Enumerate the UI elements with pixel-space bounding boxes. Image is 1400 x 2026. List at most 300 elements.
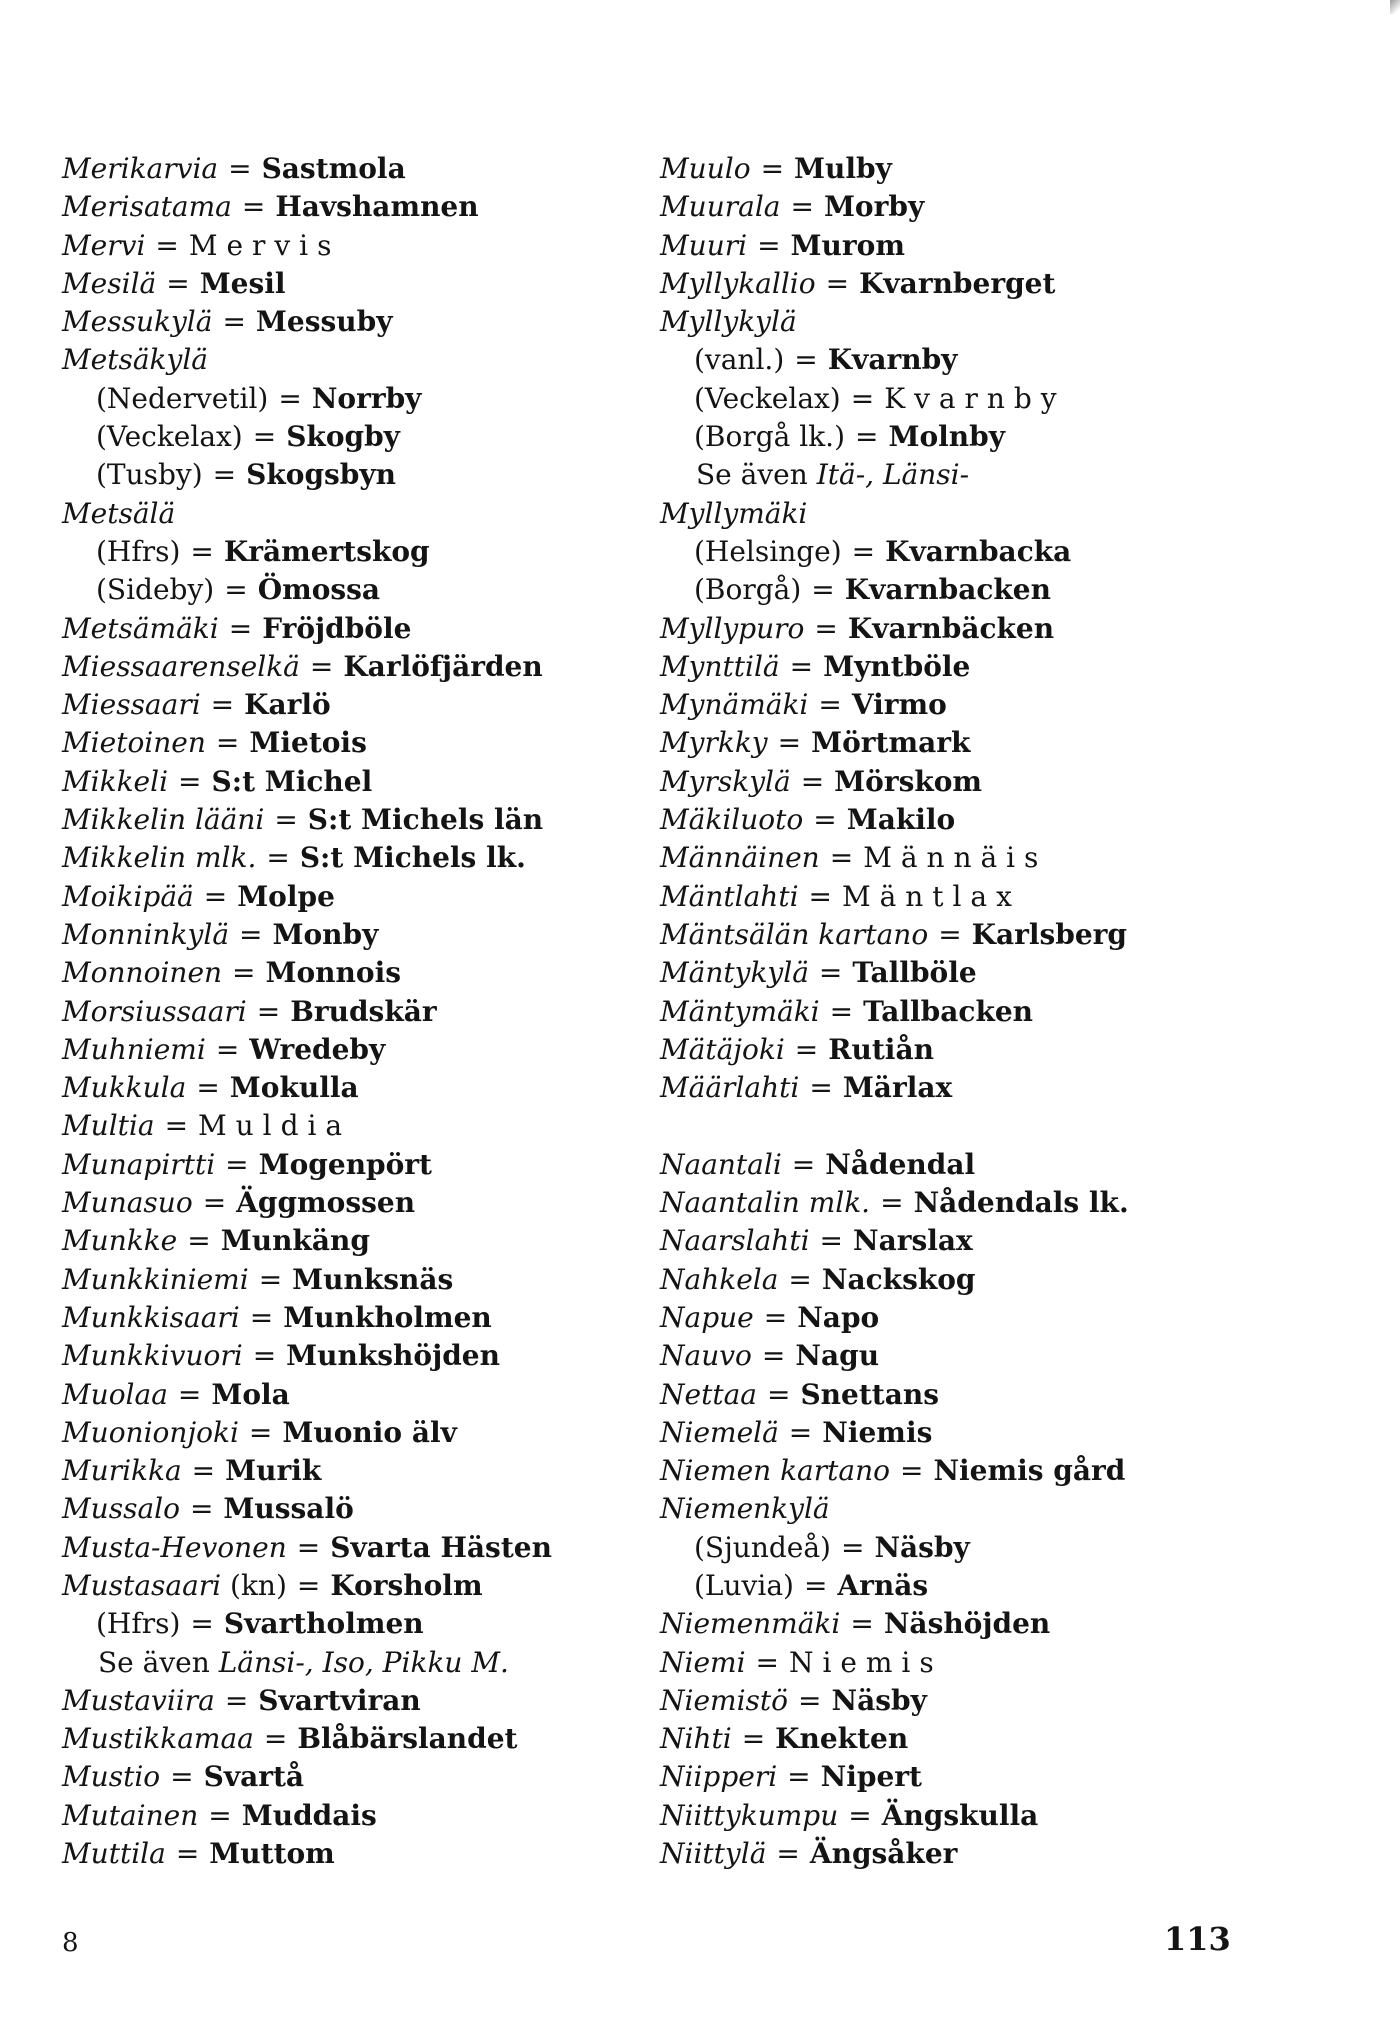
swedish-name: Fröjdböle — [262, 611, 412, 645]
sub-entry — [660, 1567, 1340, 1605]
finnish-name: Muulo — [660, 152, 751, 185]
equals-sign: = — [794, 1032, 819, 1066]
dictionary-entry — [62, 227, 622, 265]
equals-sign: = — [840, 1530, 865, 1564]
finnish-name: Niittykumpu — [660, 1798, 839, 1832]
swedish-name: Mörtmark — [811, 726, 971, 760]
swedish-name: Svartholmen — [223, 1607, 424, 1641]
signature-number: 8 — [62, 1928, 79, 1958]
equals-sign: = — [757, 228, 781, 262]
equals-sign: = — [798, 1683, 822, 1717]
equals-sign: = — [210, 688, 235, 722]
equals-sign: = — [790, 190, 814, 224]
dictionary-entry — [62, 341, 622, 379]
finnish-name: Mustaviira — [62, 1683, 215, 1717]
swedish-name: Karlöfjärden — [343, 649, 543, 683]
equals-sign: = — [855, 420, 879, 454]
swedish-name: Muonio älv — [282, 1415, 457, 1449]
equals-sign: = — [189, 1492, 214, 1526]
swedish-name: Muttom — [209, 1837, 335, 1871]
finnish-name: Munasuo — [62, 1186, 193, 1220]
dictionary-entry — [62, 1222, 622, 1260]
swedish-name: Nipert — [820, 1760, 922, 1794]
finnish-name: Mervi — [62, 228, 146, 262]
swedish-name: Murik — [225, 1454, 322, 1488]
equals-sign: = — [191, 1454, 216, 1488]
dictionary-entry — [660, 150, 1340, 188]
dictionary-entry — [660, 1452, 1340, 1490]
dictionary-entry — [660, 1490, 1340, 1528]
dictionary-entry — [660, 954, 1340, 992]
swedish-name: Muddais — [241, 1798, 377, 1832]
equals-sign: = — [202, 1186, 227, 1220]
equals-sign: = — [776, 1837, 800, 1871]
finnish-name: Muolaa — [62, 1377, 168, 1411]
finnish-name: Mäkiluoto — [660, 803, 804, 837]
finnish-name: Myrkky — [660, 726, 768, 760]
note-prefix: Se även — [98, 1645, 210, 1679]
dictionary-entry — [62, 1490, 622, 1528]
swedish-name: Brudskär — [290, 994, 437, 1028]
equals-sign: = — [938, 917, 962, 951]
dictionary-entry — [62, 1376, 622, 1414]
finnish-name: Metsälä — [62, 496, 176, 530]
swedish-name: Mola — [211, 1377, 290, 1411]
dictionary-entry — [660, 878, 1340, 916]
equals-sign: = — [263, 1722, 288, 1756]
right-column — [660, 150, 1340, 1873]
equals-sign: = — [788, 1415, 813, 1449]
swedish-name: Norrby — [311, 381, 422, 415]
equals-sign: = — [800, 764, 825, 798]
dictionary-entry — [660, 1184, 1340, 1222]
dictionary-entry — [660, 1758, 1340, 1796]
scan-corner-mark — [1390, 0, 1400, 14]
sub-entry-qualifier: (Sjundeå) — [694, 1530, 831, 1564]
dictionary-entry — [660, 1069, 1340, 1107]
swedish-name: Kvarnbacken — [844, 573, 1051, 607]
swedish-name: Morby — [823, 190, 925, 224]
finnish-name: Muurala — [660, 190, 781, 224]
swedish-name: Mietois — [249, 726, 367, 760]
finnish-name: Mussalo — [62, 1492, 180, 1526]
equals-sign: = — [814, 611, 838, 645]
cross-reference-note — [660, 456, 1340, 494]
dictionary-entry — [62, 763, 622, 801]
dictionary-entry — [660, 265, 1340, 303]
sub-entry — [62, 1605, 622, 1643]
dictionary-entry — [660, 1797, 1340, 1835]
equals-sign: = — [818, 956, 843, 990]
swedish-name: Skogsbyn — [246, 458, 396, 492]
dictionary-entry — [660, 724, 1340, 762]
swedish-name: Munksnäs — [292, 1262, 454, 1296]
sub-entry-qualifier: (Borgå) — [694, 573, 802, 607]
equals-sign: = — [252, 1339, 277, 1373]
equals-sign: = — [789, 649, 814, 683]
equals-sign: = — [252, 420, 277, 454]
swedish-name: Mussalö — [223, 1492, 354, 1526]
dictionary-entry — [660, 227, 1340, 265]
swedish-name: Näsby — [831, 1683, 927, 1717]
equals-sign: = — [212, 458, 237, 492]
finnish-name: Merikarvia — [62, 152, 219, 185]
equals-sign: = — [848, 1798, 872, 1832]
swedish-name: Monnois — [265, 956, 401, 990]
dictionary-entry — [62, 1452, 622, 1490]
finnish-name: Muttila — [62, 1837, 166, 1871]
finnish-name: Naantalin mlk. — [660, 1186, 871, 1220]
swedish-name: Mäntlax — [842, 879, 1021, 913]
equals-sign: = — [787, 1760, 811, 1794]
dictionary-entry — [62, 1758, 622, 1796]
swedish-name: Ömossa — [257, 573, 381, 607]
swedish-name: Kvarnbacka — [885, 534, 1072, 568]
swedish-name: Svarta Hästen — [330, 1530, 552, 1564]
equals-sign: = — [766, 1377, 791, 1411]
dictionary-entry — [660, 1720, 1340, 1758]
swedish-name: Myntböle — [823, 649, 971, 683]
swedish-name: Mörskom — [834, 764, 983, 798]
dictionary-entry — [660, 1835, 1340, 1873]
swedish-name: Svartviran — [258, 1683, 421, 1717]
swedish-name: Molnby — [888, 420, 1005, 454]
finnish-name: Myllymäki — [660, 496, 808, 530]
section-gap — [660, 1107, 1340, 1145]
equals-sign: = — [166, 266, 190, 300]
dictionary-entry — [62, 954, 622, 992]
dictionary-entry — [660, 1605, 1340, 1643]
equals-sign: = — [228, 611, 253, 645]
equals-sign: = — [899, 1454, 924, 1488]
swedish-name: Snettans — [800, 1377, 939, 1411]
dictionary-entry — [62, 265, 622, 303]
swedish-name: Makilo — [846, 803, 956, 837]
finnish-name: Munapirtti — [62, 1147, 216, 1181]
equals-sign: = — [170, 1760, 194, 1794]
swedish-name: Havshamnen — [275, 190, 479, 224]
swedish-name: Kvarnby — [827, 343, 958, 377]
finnish-name: Mäntsälän kartano — [660, 917, 929, 951]
swedish-name: Nådendals lk. — [913, 1186, 1129, 1220]
swedish-name: Ängsåker — [809, 1837, 958, 1871]
equals-sign: = — [266, 841, 290, 875]
dictionary-entry — [660, 1337, 1340, 1375]
swedish-name: Messuby — [255, 305, 393, 339]
equals-sign: = — [249, 1300, 274, 1334]
sub-entry-qualifier: (Hfrs) — [96, 534, 181, 568]
dictionary-entry — [62, 1835, 622, 1873]
equals-sign: = — [164, 1109, 189, 1143]
equals-sign: = — [811, 573, 835, 607]
equals-sign: = — [224, 1683, 249, 1717]
sub-entry — [660, 341, 1340, 379]
dictionary-entry — [62, 1069, 622, 1107]
equals-sign: = — [208, 1798, 232, 1832]
finnish-name: Muuri — [660, 228, 748, 262]
equals-sign: = — [829, 994, 854, 1028]
left-column — [62, 150, 622, 1873]
finnish-name: Munkkivuori — [62, 1339, 243, 1373]
swedish-name: Mervis — [188, 228, 341, 262]
finnish-name: Metsämäki — [62, 611, 219, 645]
sub-entry-qualifier: (Sideby) — [96, 573, 215, 607]
equals-sign: = — [760, 152, 785, 185]
dictionary-entry — [62, 1299, 622, 1337]
dictionary-entry — [62, 839, 622, 877]
finnish-name: Muhniemi — [62, 1032, 206, 1066]
swedish-name: Niemis — [822, 1415, 933, 1449]
swedish-name: Mesil — [199, 266, 286, 300]
dictionary-entry — [660, 610, 1340, 648]
equals-sign: = — [248, 1415, 273, 1449]
swedish-name: Narslax — [853, 1224, 973, 1258]
finnish-name: Nettaa — [660, 1377, 757, 1411]
equals-sign: = — [241, 190, 266, 224]
finnish-name: Naantali — [660, 1147, 782, 1181]
dictionary-entry — [62, 1682, 622, 1720]
swedish-name: Munkäng — [220, 1224, 370, 1258]
equals-sign: = — [850, 381, 875, 415]
finnish-name: Miessaarenselkä — [62, 649, 300, 683]
equals-sign: = — [794, 343, 818, 377]
dictionary-entry — [660, 1644, 1340, 1682]
equals-sign: = — [755, 1645, 779, 1679]
sub-entry-qualifier: (Nedervetil) — [96, 381, 269, 415]
swedish-name: Kvarnberget — [859, 266, 1056, 300]
swedish-name: Sastmola — [261, 152, 406, 185]
equals-sign: = — [274, 803, 298, 837]
finnish-name: Munkkisaari — [62, 1300, 240, 1334]
swedish-name: Rutiån — [828, 1032, 934, 1066]
dictionary-entry — [62, 1567, 622, 1605]
finnish-name: Monninkylä — [62, 917, 230, 951]
dictionary-entry — [62, 1184, 622, 1222]
dictionary-entry — [660, 1222, 1340, 1260]
swedish-name: Tallböle — [852, 956, 977, 990]
dictionary-entry — [62, 495, 622, 533]
finnish-name: Niemen kartano — [660, 1454, 890, 1488]
finnish-name: Murikka — [62, 1454, 182, 1488]
finnish-name: Munkkiniemi — [62, 1262, 249, 1296]
equals-sign: = — [256, 994, 281, 1028]
finnish-name: Mustio — [62, 1760, 161, 1794]
sub-entry-qualifier: (Helsinge) — [694, 534, 842, 568]
equals-sign: = — [761, 1339, 786, 1373]
finnish-name: Mutainen — [62, 1798, 199, 1832]
dictionary-entry — [62, 724, 622, 762]
note-prefix: Se även — [696, 458, 808, 492]
equals-sign: = — [791, 1147, 816, 1181]
swedish-name: Knekten — [775, 1722, 909, 1756]
dictionary-entry — [62, 150, 622, 188]
finnish-name: Muonionjoki — [62, 1415, 239, 1449]
dictionary-entry — [660, 1414, 1340, 1452]
finnish-name: Metsäkylä — [62, 343, 208, 377]
equals-sign: = — [155, 228, 179, 262]
equals-sign: = — [196, 1071, 220, 1105]
dictionary-entry — [660, 188, 1340, 226]
equals-sign: = — [278, 381, 302, 415]
equals-sign: = — [187, 1224, 211, 1258]
swedish-name: Krämertskog — [223, 534, 430, 568]
sub-entry — [660, 533, 1340, 571]
dictionary-entry — [660, 303, 1340, 341]
swedish-name: Arnäs — [837, 1568, 929, 1602]
finnish-name: Moikipää — [62, 879, 194, 913]
finnish-name: Niemenkylä — [660, 1492, 830, 1526]
dictionary-entry — [62, 1107, 622, 1145]
sub-entry — [660, 1529, 1340, 1567]
equals-sign: = — [850, 1607, 874, 1641]
finnish-name: Mikkelin lääni — [62, 803, 265, 837]
swedish-name: Murom — [790, 228, 905, 262]
equals-sign: = — [880, 1186, 904, 1220]
sub-entry-qualifier: (Borgå lk.) — [694, 420, 846, 454]
equals-sign: = — [190, 1607, 214, 1641]
dictionary-entry — [62, 1261, 622, 1299]
swedish-name: Skogby — [286, 420, 400, 454]
note-reference: Itä-, Länsi- — [816, 458, 970, 492]
dictionary-entry — [660, 993, 1340, 1031]
equals-sign: = — [190, 534, 214, 568]
finnish-name: Niemi — [660, 1645, 746, 1679]
equals-sign: = — [175, 1837, 200, 1871]
finnish-name: Nahkela — [660, 1262, 779, 1296]
cross-reference-note — [62, 1644, 622, 1682]
sub-entry — [660, 418, 1340, 456]
sub-entry — [660, 380, 1340, 418]
swedish-name: Svartå — [203, 1760, 305, 1794]
finnish-name: Morsiussaari — [62, 994, 247, 1028]
sub-entry-qualifier: (Veckelax) — [96, 420, 243, 454]
equals-sign: = — [225, 1147, 249, 1181]
swedish-name: Märlax — [842, 1071, 953, 1105]
equals-sign: = — [809, 1071, 833, 1105]
equals-sign: = — [777, 726, 802, 760]
equals-sign: = — [829, 841, 854, 875]
dictionary-entry — [660, 495, 1340, 533]
equals-sign: = — [813, 803, 837, 837]
swedish-name: Munkshöjden — [286, 1339, 500, 1373]
equals-sign: = — [825, 266, 850, 300]
finnish-name: Mustikkamaa — [62, 1722, 254, 1756]
swedish-name: Kvarnby — [884, 381, 1066, 415]
dictionary-entry — [660, 763, 1340, 801]
dictionary-entry — [62, 303, 622, 341]
dictionary-entry — [660, 648, 1340, 686]
swedish-name: Virmo — [851, 688, 947, 722]
finnish-name: Männäinen — [660, 841, 820, 875]
equals-sign: = — [803, 1568, 828, 1602]
finnish-name: Myllykylä — [660, 305, 797, 339]
finnish-name: Myllykallio — [660, 266, 816, 300]
sub-entry-qualifier: (Luvia) — [694, 1568, 794, 1602]
finnish-name: Nihti — [660, 1722, 732, 1756]
dictionary-entry — [62, 916, 622, 954]
sub-entry-qualifier: (Veckelax) — [694, 381, 841, 415]
swedish-name: Niemis gård — [933, 1454, 1126, 1488]
dictionary-entry — [62, 686, 622, 724]
finnish-name: Multia — [62, 1109, 155, 1143]
dictionary-entry — [62, 1146, 622, 1184]
equals-sign: = — [232, 956, 256, 990]
sub-entry — [62, 418, 622, 456]
equals-sign: = — [215, 726, 240, 760]
finnish-name: Mäntymäki — [660, 994, 820, 1028]
finnish-name: Nauvo — [660, 1339, 752, 1373]
dictionary-entry — [660, 1299, 1340, 1337]
dictionary-entry — [62, 1337, 622, 1375]
equals-sign: = — [222, 305, 246, 339]
dictionary-entry — [62, 648, 622, 686]
swedish-name: Ängskulla — [881, 1798, 1039, 1832]
equals-sign: = — [296, 1568, 321, 1602]
finnish-name: Mäntlahti — [660, 879, 799, 913]
dictionary-entry — [62, 1031, 622, 1069]
swedish-name: Männäis — [863, 841, 1048, 875]
sub-entry — [62, 571, 622, 609]
dictionary-entry — [660, 1146, 1340, 1184]
sub-entry — [62, 456, 622, 494]
swedish-name: Äggmossen — [236, 1186, 416, 1220]
swedish-name: Näsby — [874, 1530, 970, 1564]
dictionary-entry — [62, 1797, 622, 1835]
equals-sign: = — [741, 1722, 766, 1756]
dictionary-entry — [660, 686, 1340, 724]
finnish-name: Mikkeli — [62, 764, 169, 798]
sub-entry — [62, 380, 622, 418]
swedish-name: Kvarnbäcken — [847, 611, 1055, 645]
swedish-name: Mokulla — [229, 1071, 359, 1105]
finnish-name: Messukylä — [62, 305, 213, 339]
finnish-name: Napue — [660, 1300, 754, 1334]
equals-sign: = — [239, 917, 263, 951]
swedish-name: Blåbärslandet — [297, 1722, 518, 1756]
equals-sign: = — [177, 1377, 202, 1411]
finnish-name: Myrskylä — [660, 764, 791, 798]
swedish-name: Molpe — [237, 879, 335, 913]
swedish-name: S:t Michels lk. — [299, 841, 526, 875]
equals-sign: = — [224, 573, 248, 607]
equals-sign: = — [258, 1262, 283, 1296]
finnish-name: Musta-Hevonen — [62, 1530, 287, 1564]
equals-sign: = — [296, 1530, 321, 1564]
dictionary-entry — [660, 1682, 1340, 1720]
sub-entry-qualifier: (Tusby) — [96, 458, 203, 492]
swedish-name: Korsholm — [330, 1568, 483, 1602]
swedish-name: S:t Michel — [211, 764, 373, 798]
swedish-name: Nagu — [795, 1339, 880, 1373]
finnish-name: Niittylä — [660, 1837, 767, 1871]
swedish-name: Muldia — [198, 1109, 352, 1143]
swedish-name: Wredeby — [249, 1032, 386, 1066]
swedish-name: Karlö — [244, 688, 331, 722]
finnish-name: Mäntykylä — [660, 956, 809, 990]
swedish-name: Munkholmen — [283, 1300, 492, 1334]
finnish-qualifier: (kn) — [230, 1568, 287, 1602]
finnish-name: Monnoinen — [62, 956, 223, 990]
finnish-name: Määrlahti — [660, 1071, 800, 1105]
finnish-name: Mikkelin mlk. — [62, 841, 257, 875]
finnish-name: Mynttilä — [660, 649, 780, 683]
swedish-name: Napo — [797, 1300, 880, 1334]
finnish-name: Niemistö — [660, 1683, 789, 1717]
finnish-name: Miessaari — [62, 688, 201, 722]
equals-sign: = — [818, 688, 842, 722]
equals-sign: = — [178, 764, 202, 798]
swedish-name: Niemis — [789, 1645, 943, 1679]
